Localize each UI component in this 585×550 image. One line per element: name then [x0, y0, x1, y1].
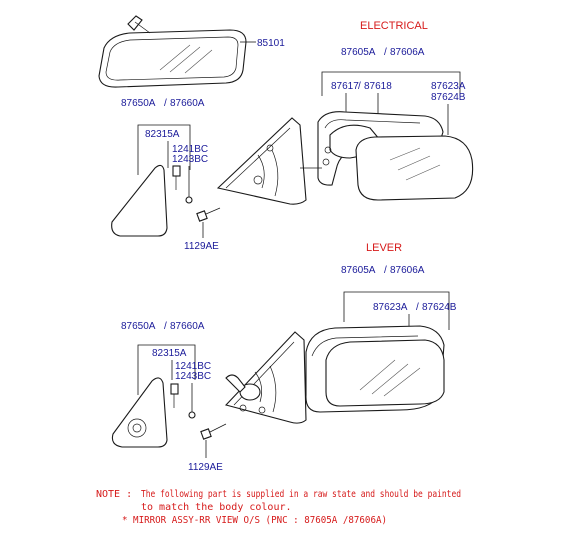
pn-l-housing-2: 87660A [170, 321, 205, 332]
pn-l-nut-1: 1241BC [175, 361, 212, 372]
pn-e-screw: 1129AE [184, 241, 219, 252]
note-line-3: * MIRROR ASSY-RR VIEW O/S (PNC : 87605A /87606A) [122, 515, 387, 526]
electrical-mirror-glass [356, 136, 473, 200]
pn-separator: / [164, 321, 167, 332]
pn-e-nut-2: 1243BC [172, 154, 209, 165]
lever-mirror-base [226, 332, 306, 423]
electrical-heading: ELECTRICAL [360, 20, 428, 32]
pn-l-assy-1: 87605A [341, 265, 376, 276]
pn-l-assy-2: 87606A [390, 265, 425, 276]
pn-e-glass-2: 87618 [364, 81, 392, 92]
lever-mirror-housing [306, 326, 444, 412]
lever-heading: LEVER [366, 242, 403, 254]
lever-inner-cover [112, 378, 167, 447]
pn-l-cover-1: 87623A [373, 302, 408, 313]
pn-separator: / [384, 265, 387, 276]
electrical-mirror-base [218, 118, 322, 204]
pn-separator: / [384, 47, 387, 58]
pn-e-housing-2: 87660A [170, 98, 205, 109]
electrical-nut-part [186, 197, 192, 203]
pn-e-assy-1: 87605A [341, 47, 376, 58]
electrical-screw-part [197, 208, 220, 221]
pn-l-screw: 1129AE [188, 462, 223, 473]
note-prefix: NOTE : [96, 489, 133, 500]
pn-e-assy-2: 87606A [390, 47, 425, 58]
pn-e-housing-1: 87650A [121, 98, 156, 109]
pn-e-cover-1: 87623A [431, 81, 466, 92]
pn-l-housing-1: 87650A [121, 321, 156, 332]
pn-separator: / [358, 81, 361, 92]
pn-l-nut-2: 1243BC [175, 371, 212, 382]
pn-l-cover-2: 87624B [422, 302, 457, 313]
pn-e-cover-2: 87624B [431, 92, 466, 103]
pn-e-nut-1: 1241BC [172, 144, 209, 155]
pn-separator: / [164, 98, 167, 109]
pn-e-glass-1: 87617 [331, 81, 359, 92]
lever-bolt-part [171, 384, 178, 408]
electrical-bolt-part [173, 166, 180, 190]
pn-separator: / [416, 302, 419, 313]
pn-e-bolt: 82315A [145, 129, 180, 140]
lever-nut-part [189, 412, 195, 418]
pn-l-bolt: 82315A [152, 348, 187, 359]
pn-inside-mirror: 85101 [257, 38, 285, 49]
note-line-1: The following part is supplied in a raw state and should be painted [141, 489, 461, 500]
inside-mirror [99, 16, 246, 87]
note-line-2: to match the body colour. [141, 502, 292, 513]
electrical-inner-cover [112, 165, 167, 236]
lever-screw-part [201, 424, 226, 439]
